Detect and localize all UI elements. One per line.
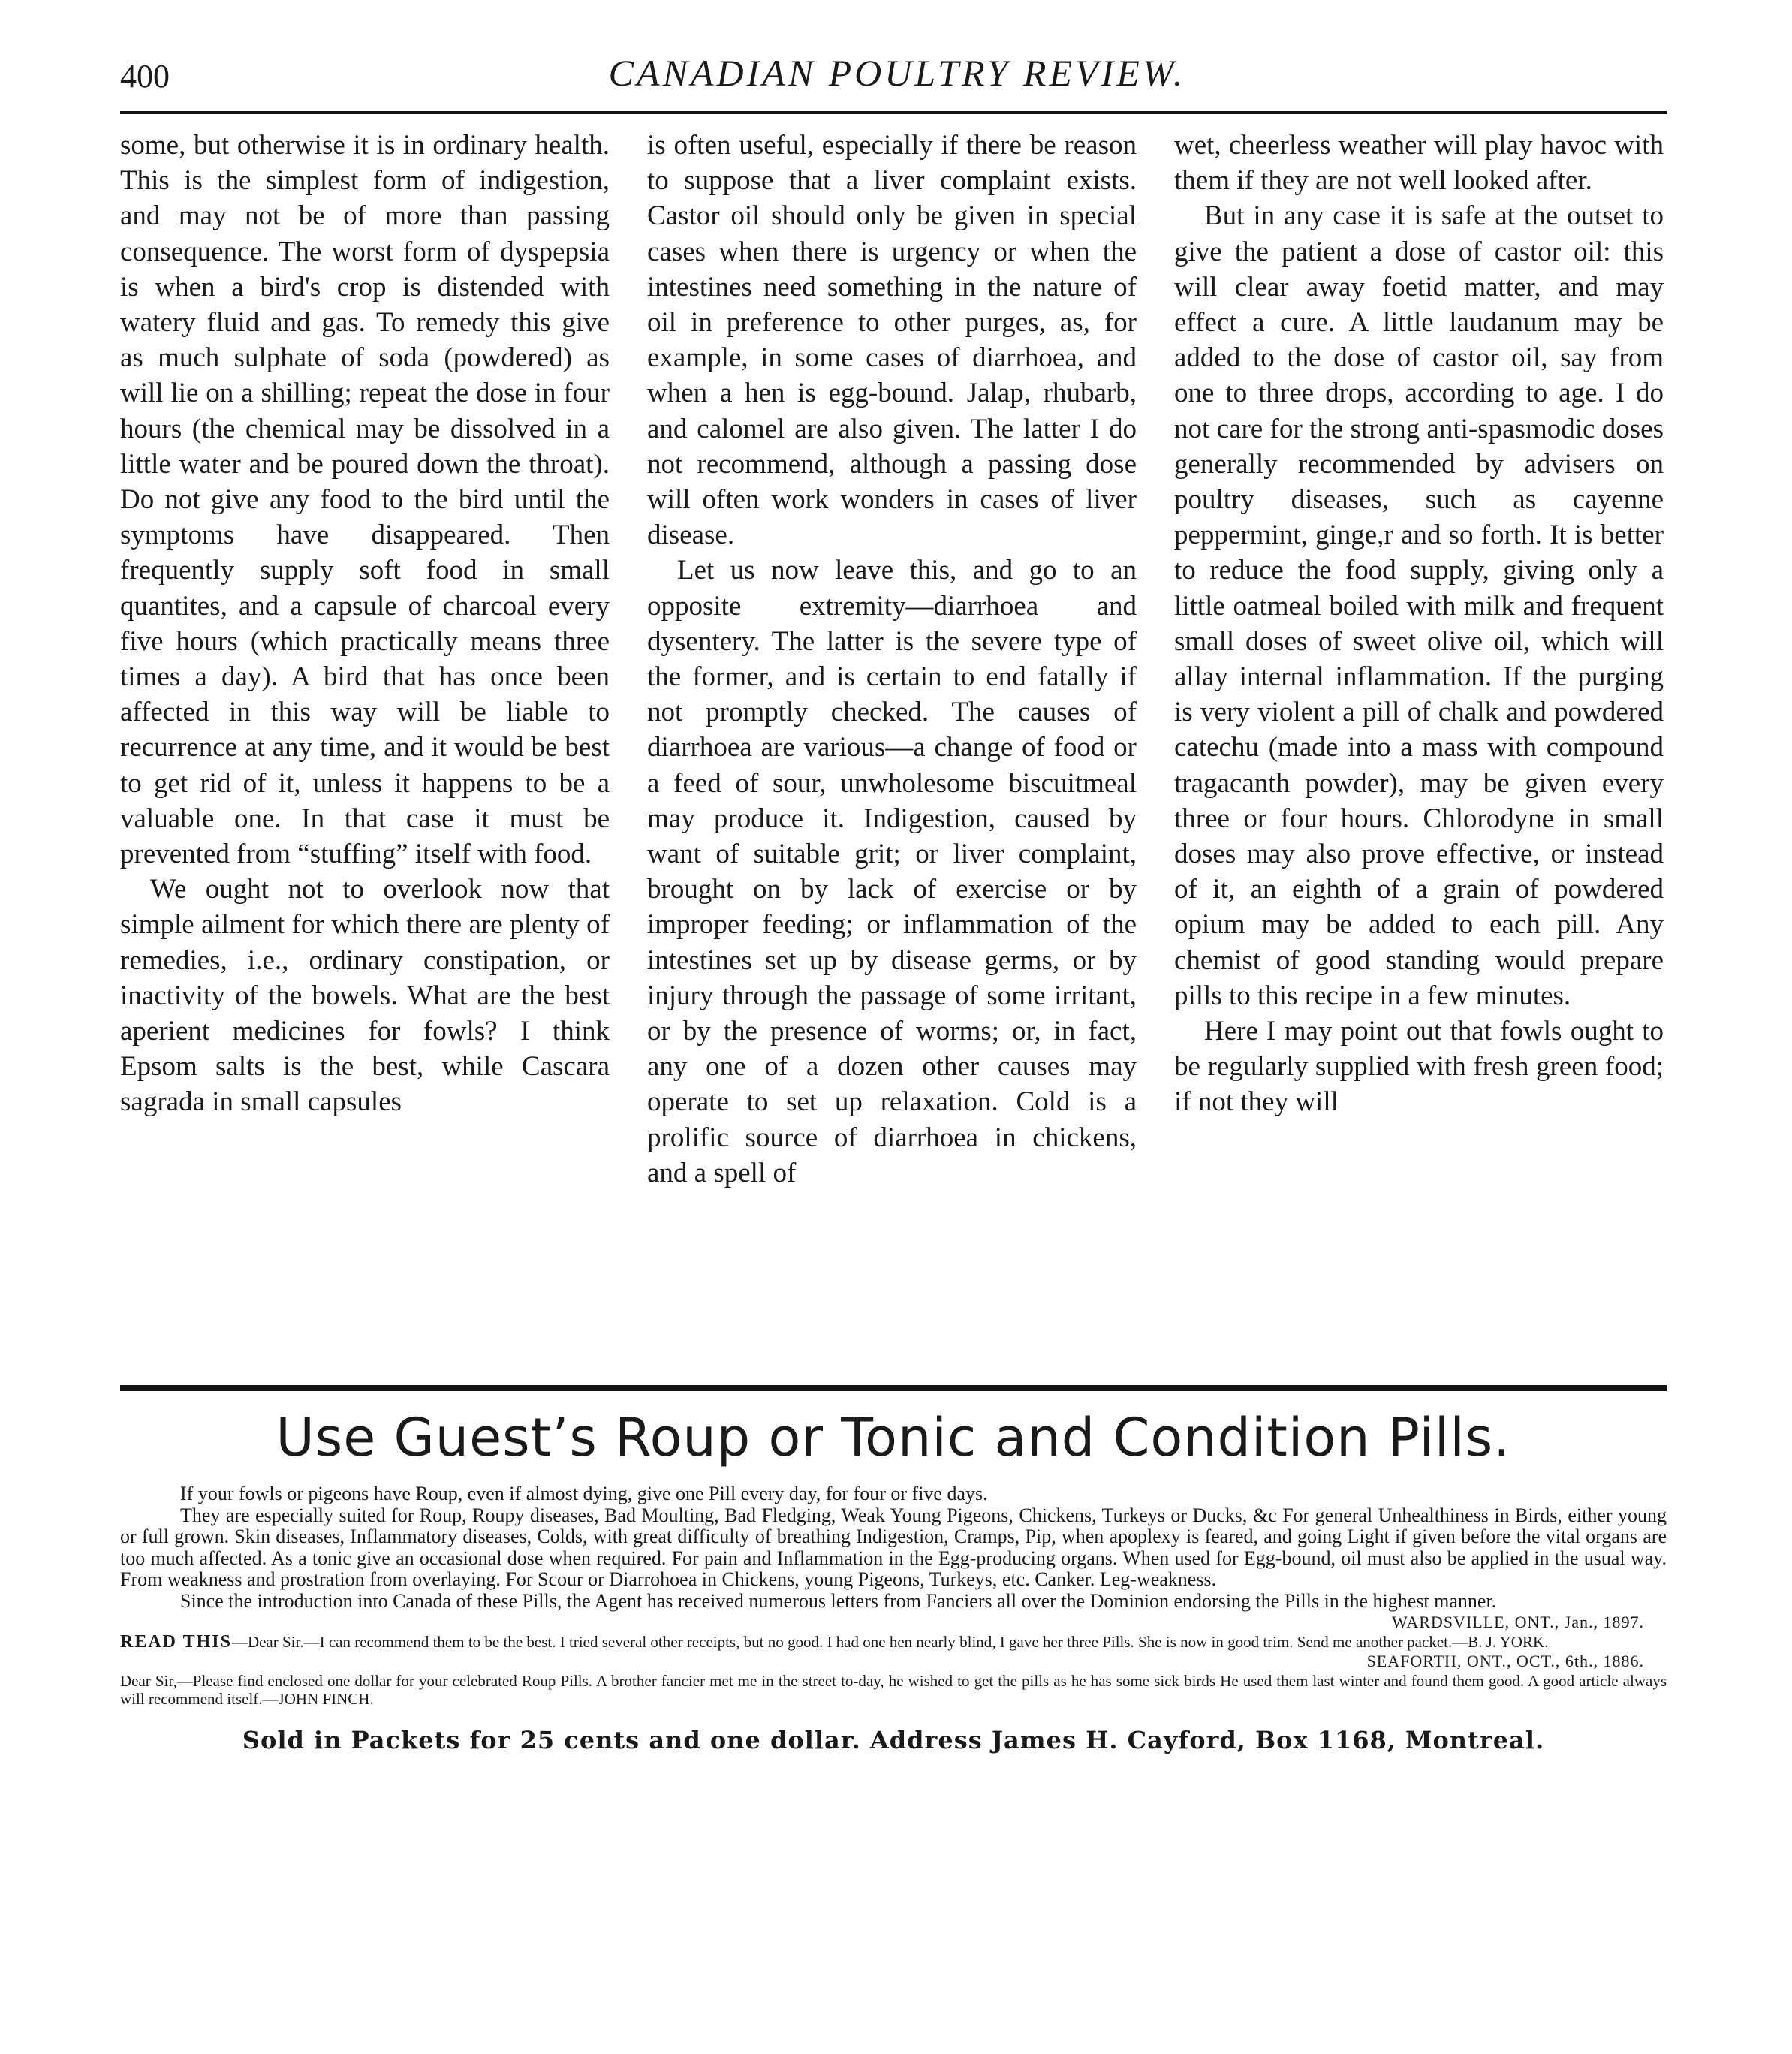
testimonial	[120, 1672, 1667, 1708]
article-column-2	[647, 128, 1137, 1370]
ad-paragraph: Since the introduction into Canada of these Pills, the Agent has received numerous letters from Fanciers all over the Dominion endorsing the Pills in the highest manner.	[180, 1589, 1497, 1612]
ad-paragraph: They are especially suited for Roup, Roupy diseases, Bad Moulting, Bad Fledging, Weak Young Pigeons, Chickens, Turkeys or Ducks, &c For general Unhealthiness in Birds, either young or full grown. Skin diseases, Inflammatory diseases, Colds, with great difficulty of breathing Indigestion, Cramps, Pip, when apoplexy is feared, and going Light if given before the vital organs are too much affected. As a tonic give an occasional dose when required. For pain and Inflammation in the Egg-producing organs. When used for Egg-bound, oil must also be applied in the usual way. From weakness and prostration from overlaying. For Scour or Diarrohoea in Chickens, young Pigeons, Turkeys, etc. Canker. Leg-weakness.	[120, 1504, 1667, 1590]
ad-headline: Use Guest’s Roup or Tonic and Condition Pills.	[276, 1407, 1511, 1468]
ad-paragraph: If your fowls or pigeons have Roup, even if almost dying, give one Pill every day, for four or five days.	[180, 1483, 988, 1504]
header-rule	[120, 111, 1667, 114]
testimonial-text: —Dear Sir.—I can recommend them to be the best. I tried several other receipts, but no good. I had one hen nearly blind, I gave her three Pills. She is now in good trim. Send me another packet.—B. J. YORK.	[231, 1633, 1549, 1651]
ad-footer: Sold in Packets for 25 cents and one dollar. Address James H. Cayford, Box 1168, Montreal.	[242, 1726, 1545, 1754]
testimonial-text: Dear Sir,—Please find enclosed one dollar for your celebrated Roup Pills. A brother fancier met me in the street to-day, he wished to get the pills as he has some sick birds He used them last winter and found them good. A good article always will recommend itself.—JOHN FINCH.	[120, 1672, 1667, 1708]
paragraph: But in any case it is safe at the outset to give the patient a dose of castor oil: this will clear away foetid matter, and may effect a cure. A little laudanum may be added to the dose of castor oil, say from one to three drops, according to age. I do not care for the strong anti-spasmodic doses generally recommended by advisers on poultry diseases, such as cayenne peppermint, ginge,r and so forth. It is better to reduce the food supply, giving only a little oatmeal boiled with milk and frequent small doses of sweet olive oil, which will allay internal inflammation. If the purging is very violent a pill of chalk and powdered catechu (made into a mass with compound tragacanth powder), may be given every three or four hours. Chlorodyne in small doses may also prove effective, or instead of it, an eighth of a grain of powdered opium may be added to each pill. Any chemist of good standing would prepare pills to this recipe in a few minutes.	[1174, 200, 1664, 1011]
advertisement	[120, 1404, 1667, 1754]
paragraph: Here I may point out that fowls ought to be regularly supplied with fresh green food; if not they will	[1174, 1016, 1664, 1118]
ad-body	[120, 1483, 1667, 1612]
advertisement-rule	[120, 1385, 1667, 1391]
article-columns	[120, 128, 1667, 1370]
testimonial-dateline: WARDSVILLE, ONT., Jan., 1897.	[1392, 1613, 1644, 1631]
paragraph: We ought not to overlook now that simple ailment for which there are plenty of remedies, i.e., ordinary constipation, or inactivity of the bowels. What are the best aperient medicines for fowls? I think Epsom salts is the best, while Cascara sagrada in small capsules	[120, 874, 610, 1118]
article-column-1	[120, 128, 610, 1370]
page-number: 400	[120, 58, 170, 95]
paragraph: some, but otherwise it is in ordinary health. This is the simplest form of indigestion, and may not be of more than passing consequence. The worst form of dyspepsia is when a bird's crop is distended with watery fluid and gas. To remedy this give as much sulphate of soda (powdered) as will lie on a shilling; repeat the dose in four hours (the chemical may be dissolved in a little water and be poured down the throat). Do not give any food to the bird until the symptoms have disappeared. Then frequently supply soft food in small quantites, and a capsule of charcoal every five hours (which practically means three times a day). A bird that has once been affected in this way will be liable to recurrence at any time, and it would be best to get rid of it, unless it happens to be a valuable one. In that case it must be prevented from “stuffing” itself with food.	[120, 130, 610, 870]
running-title: CANADIAN POULTRY REVIEW.	[608, 52, 1186, 94]
page-header	[120, 51, 1674, 111]
paragraph: wet, cheerless weather will play havoc with them if they are not well looked after.	[1174, 130, 1664, 197]
article-column-3	[1174, 128, 1664, 1370]
testimonial-lead: READ THIS	[120, 1632, 232, 1652]
paragraph: Let us now leave this, and go to an opposite extremity—diarrhoea and dysentery. The latter is the severe type of the former, and is certain to end fatally if not promptly checked. The causes of diarrhoea are various—a change of food or a feed of sour, unwholesome biscuitmeal may produce it. Indigestion, caused by want of suitable grit; or liver complaint, brought on by lack of exercise or by improper feeding; or inflammation of the intestines set up by disease germs, or by injury through the passage of some irritant, or by the presence of worms; or, in fact, any one of a dozen other causes may operate to set up relaxation. Cold is a prolific source of diarrhoea in chickens, and a spell of	[647, 555, 1137, 1188]
testimonial	[120, 1633, 1667, 1651]
testimonial-dateline: SEAFORTH, ONT., OCT., 6th., 1886.	[1366, 1652, 1644, 1670]
paragraph: is often useful, especially if there be reason to suppose that a liver complaint exists. Castor oil should only be given in special cases when there is urgency or when the intestines need something in the nature of oil in preference to other purges, as, for example, in some cases of diarrhoea, and when a hen is egg-bound. Jalap, rhubarb, and calomel are also given. The latter I do not recommend, although a passing dose will often work wonders in cases of liver disease.	[647, 130, 1137, 551]
